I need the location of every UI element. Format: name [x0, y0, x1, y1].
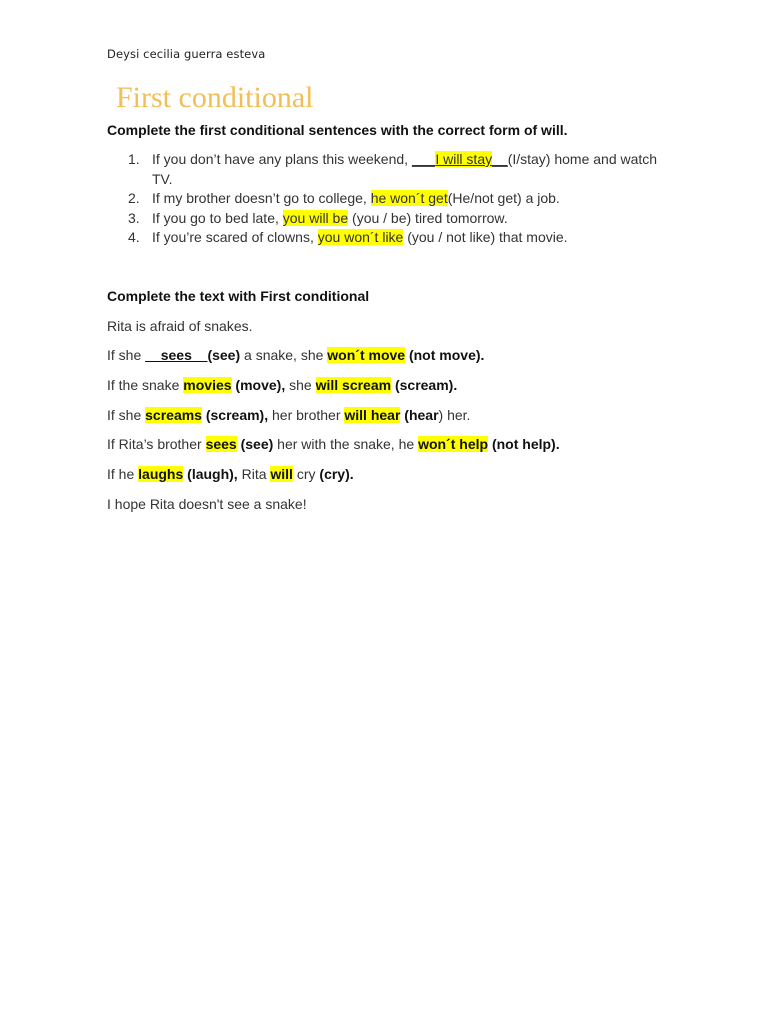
text-segment: If the snake [107, 377, 184, 393]
verb-hint: (scream). [391, 377, 458, 393]
answer-highlight: won´t move [327, 347, 406, 363]
text-line [107, 347, 484, 363]
text-segment: If he [107, 466, 139, 482]
sentence-text: If you don’t have any plans this weekend, [152, 151, 412, 167]
sentence-text: (you / be) tired tomorrow. [348, 209, 508, 226]
list-item [107, 209, 667, 229]
text-line [107, 436, 560, 452]
answer-highlight: will [270, 466, 293, 482]
text-line [107, 466, 354, 482]
list-number: 1. [128, 151, 140, 167]
verb-hint: (not help). [488, 436, 560, 452]
verb-hint: (hear [400, 407, 439, 423]
text-segment: ) her. [438, 407, 471, 423]
sentence-text: If you’re scared of clowns, [152, 229, 318, 245]
answer-highlight: movies [183, 377, 232, 393]
text-line [107, 407, 470, 423]
answer-highlight: screams [145, 407, 202, 423]
list-number: 4. [128, 229, 140, 245]
list-item [107, 189, 667, 209]
text-segment: Rita [237, 466, 271, 482]
text-segment: If she [107, 347, 146, 363]
verb-hint: (see) [207, 347, 241, 363]
sentence-text: If you go to bed late, [152, 209, 283, 226]
verb-hint: (see) [236, 436, 274, 452]
verb-hint: (scream), [201, 407, 269, 423]
exercise-2-instruction: Complete the text with First conditional [107, 288, 370, 304]
exercise-1-list [107, 150, 667, 248]
list-item [107, 228, 667, 248]
verb-hint: (move), [231, 377, 286, 393]
answer-highlight: laughs [138, 466, 184, 482]
author-name: Deysi cecilia guerra esteva [107, 47, 266, 61]
answer-highlight: he won´t get [370, 190, 448, 206]
list-number: 3. [128, 209, 140, 226]
blank-line: ___ [411, 151, 436, 167]
answer-highlight: you will be [282, 209, 349, 226]
blank-line: __ [492, 151, 508, 167]
sentence-text: (you / not like) that movie. [403, 229, 568, 245]
document-title: First conditional [116, 81, 314, 114]
list-item [107, 150, 667, 189]
text-segment: If she [107, 407, 146, 423]
answer-highlight: you won´t like [317, 229, 404, 245]
exercise-1-instruction: Complete the first conditional sentences with the correct form of will. [107, 122, 568, 138]
text-segment: her brother [268, 407, 345, 423]
text-line [107, 377, 457, 393]
answer-blank: __sees__ [145, 347, 208, 363]
intro-sentence: Rita is afraid of snakes. [107, 318, 253, 334]
verb-hint: (not move). [405, 347, 485, 363]
answer-highlight: will scream [315, 377, 392, 393]
answer-highlight: won´t help [418, 436, 489, 452]
sentence-text: (I/stay) home and watch TV. [152, 151, 658, 187]
text-segment: her with the snake, he [273, 436, 419, 452]
text-segment: a snake, she [240, 347, 328, 363]
answer-highlight: sees [205, 436, 237, 452]
closing-sentence: I hope Rita doesn't see a snake! [107, 496, 307, 512]
verb-hint: (cry). [319, 466, 354, 482]
answer-highlight: I will stay [435, 151, 493, 167]
verb-hint: (laugh), [183, 466, 238, 482]
list-number: 2. [128, 190, 140, 206]
sentence-text: If my brother doesn’t go to college, [152, 190, 371, 206]
text-segment: If Rita’s brother [107, 436, 206, 452]
sentence-text: (He/not get) a job. [447, 190, 560, 206]
text-segment: she [285, 377, 316, 393]
text-segment: cry [292, 466, 320, 482]
answer-highlight: will hear [344, 407, 401, 423]
